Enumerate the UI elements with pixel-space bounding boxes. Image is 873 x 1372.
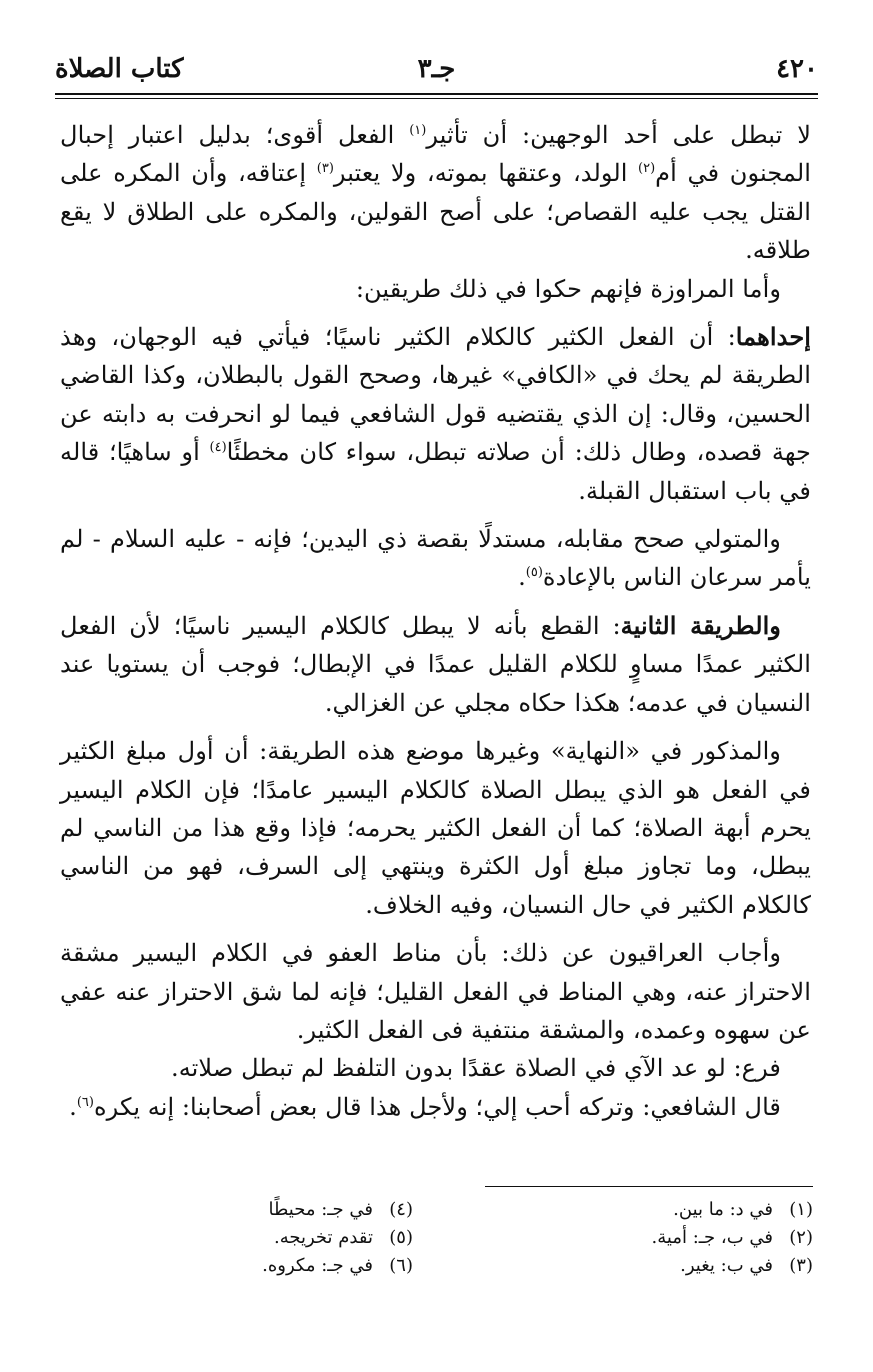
footnote-item: (٦)في جـ: مكروه. xyxy=(262,1255,413,1276)
paragraph-5: والطريقة الثانية: القطع بأنه لا يبطل كالكلام اليسير ناسيًا؛ لأن الفعل الكثير عمدًا مساوٍ للكلام القليل عمدًا في الإبطال؛ فوجب أن يستويا عند النسيان في عدمه؛ هكذا حكاه مجلي عن الغزالي. xyxy=(60,610,811,717)
header-rule-thick xyxy=(55,93,818,95)
footnote-item: (٣)في ب: يغير. xyxy=(680,1255,813,1276)
footnotes-column-left xyxy=(113,1196,413,1280)
paragraph-3: إحداهما: أن الفعل الكثير كالكلام الكثير ناسيًا؛ فيأتي فيه الوجهان، وهذ الطريقة لم يحك في «الكافي» غيرها، وصحح القول بالبطلان، وكذا القاضي الحسين، وقال: إن الذي يقتضيه قول الشافعي فيما لو انحرفت به دابته عن جهة قصده، وطال ذلك: أن صلاته تبطل، سواء كان مخطئًا$^{(٤)}$ أو ساهيًا؛ قاله في باب استقبال القبلة. xyxy=(60,322,811,505)
volume-label: جـ٣ xyxy=(417,54,456,84)
footnotes-column-right xyxy=(513,1196,813,1280)
section-label-second-way: والطريقة الثانية xyxy=(620,610,781,640)
footnote-rule xyxy=(485,1186,813,1187)
footnote-ref-4[interactable]: (٤) xyxy=(209,440,227,456)
footnote-ref-3[interactable]: (٣) xyxy=(316,161,334,177)
paragraph-7: وأجاب العراقيون عن ذلك: بأن مناط العفو في الكلام اليسير مشقة الاحتراز عنه، وهي المناط في الفعل القليل؛ فإنه لما شق الاحتراز عنه عفي عن سهوه وعمده، والمشقة منتفية فى الفعل الكثير. xyxy=(60,939,811,1044)
header-rule-thin xyxy=(55,98,818,99)
paragraph-4: والمتولي صحح مقابله، مستدلًا بقصة ذي اليدين؛ فإنه - عليه السلام - لم يأمر سرعان الناس بالإعادة$^{(٥)}$. xyxy=(60,525,811,592)
page-header xyxy=(55,50,818,94)
footnote-item: (٥)تقدم تخريجه. xyxy=(274,1227,413,1248)
footnote-ref-5[interactable]: (٥) xyxy=(525,565,543,581)
page-number: ٤٢٠ xyxy=(776,54,818,84)
paragraph-8: فرع: لو عد الآي في الصلاة عقدًا بدون التلفظ لم تبطل صلاته. xyxy=(171,1054,781,1083)
paragraph-1: لا تبطل على أحد الوجهين: أن تأثير$^{(١)}$ الفعل أقوى؛ بدليل اعتبار إحبال المجنون في أم$^{(٢)}$ الولد، وعتقها بموته، ولا يعتبر$^{(٣)}$ إعتاقه، وأن المكره على القتل يجب عليه القصاص؛ على أصح القولين، والمكره على الطلاق لا يقع طلاقه. xyxy=(60,121,812,265)
paragraph-9: قال الشافعي: وتركه أحب إلي؛ ولأجل هذا قال بعض أصحابنا: إنه يكره$^{(٦)}$. xyxy=(69,1092,781,1121)
main-text xyxy=(60,116,811,1126)
section-label-first-way: إحداهما xyxy=(735,322,811,352)
footnote-item: (٢)في ب، جـ: أمية. xyxy=(651,1227,813,1248)
footnote-ref-2[interactable]: (٢) xyxy=(638,161,656,177)
footnote-ref-1[interactable]: (١) xyxy=(409,122,427,138)
footnote-ref-6[interactable]: (٦) xyxy=(76,1094,94,1110)
footnote-item: (٤)في جـ: محيطًا xyxy=(268,1199,413,1220)
footnote-item: (١)في د: ما بين. xyxy=(673,1199,813,1220)
paragraph-6: والمذكور في «النهاية» وغيرها موضع هذه الطريقة: أن أول مبلغ الكثير في الفعل هو الذي يبطل الصلاة كالكلام اليسير عامدًا؛ فإن الكلام اليسير يحرم أبهة الصلاة؛ كما أن الفعل الكثير يحرمه؛ فإذا وقع هذا من الناسي لم يبطل، وما تجاوز مبلغ أول الكثرة وينتهي إلى السرف، فهو من الناسي كالكلام الكثير في حال النسيان، وفيه الخلاف. xyxy=(60,737,811,919)
paragraph-2: وأما المراوزة فإنهم حكوا في ذلك طريقين: xyxy=(355,274,781,303)
book-title: كتاب الصلاة xyxy=(55,54,184,84)
